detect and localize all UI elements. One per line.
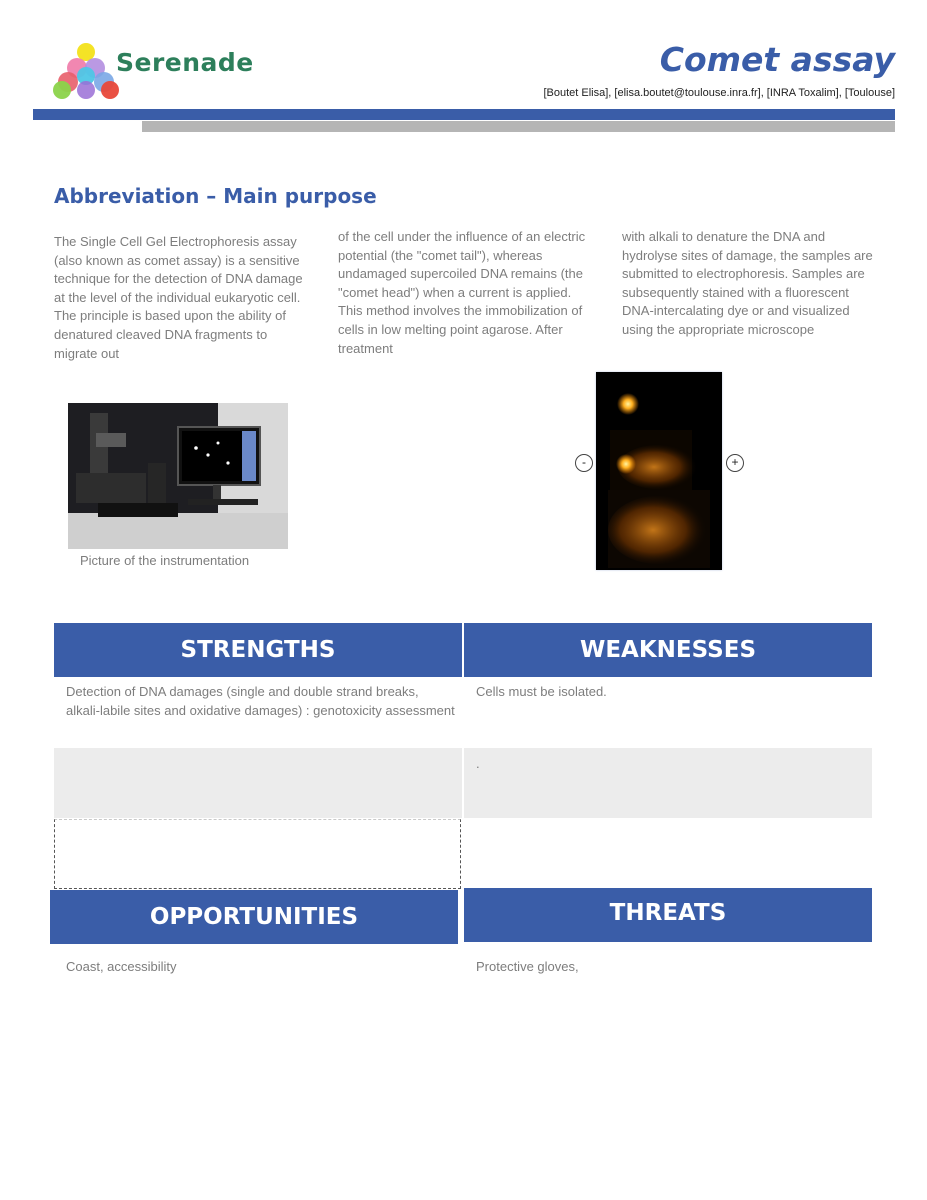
header-gray-rule <box>142 121 895 132</box>
opportunities-heading: OPPORTUNITIES <box>50 890 458 944</box>
strengths-text: Detection of DNA damages (single and double strand breaks, alkali-labile sites and oxidative damages) : genotoxicity assessment <box>66 684 455 718</box>
positive-pole-icon: + <box>726 454 744 472</box>
text-column-3: with alkali to denature the DNA and hydrolyse sites of damage, the samples are submitted to electrophoresis. Samples are subsequently stained with a fluorescent DNA-intercalating dye or and visualized using the appropriate microscope <box>622 229 873 337</box>
strengths-band <box>54 748 462 818</box>
strengths-heading: STRENGTHS <box>54 623 462 677</box>
negative-pole-icon: - <box>575 454 593 472</box>
threats-heading: THREATS <box>464 888 872 942</box>
weaknesses-band <box>464 748 872 818</box>
text-column-2: of the cell under the influence of an electric potential (the "comet tail"), whereas undamaged supercoiled DNA remains (the "comet head") when a current is applied. This method involves the immobilization of cells in low melting point agarose. After treatment <box>338 229 586 356</box>
section-heading: Abbreviation – Main purpose <box>54 184 377 208</box>
brand-name: Serenade <box>116 48 254 77</box>
weaknesses-extra-text: . <box>476 756 480 771</box>
weaknesses-text: Cells must be isolated. <box>476 684 607 699</box>
weaknesses-heading: WEAKNESSES <box>464 623 872 677</box>
instrumentation-photo <box>68 403 288 549</box>
header-blue-rule <box>33 109 895 120</box>
authors-line: [Boutet Elisa], [elisa.boutet@toulouse.inra.fr], [INRA Toxalim], [Toulouse] <box>543 87 895 99</box>
threats-text: Protective gloves, <box>476 959 579 974</box>
text-column-1: The Single Cell Gel Electrophoresis assay (also known as comet assay) is a sensitive technique for the detection of DNA damage at the level of the individual eukaryotic cell. The principle is based upon the ability of denatured cleaved DNA fragments to migrate out <box>54 234 303 361</box>
dashed-placeholder-box <box>54 819 461 889</box>
photo-caption: Picture of the instrumentation <box>80 553 250 568</box>
comet-microscopy-image <box>596 372 722 570</box>
document-title: Comet assay <box>659 40 895 79</box>
opportunities-text: Coast, accessibility <box>66 959 177 974</box>
